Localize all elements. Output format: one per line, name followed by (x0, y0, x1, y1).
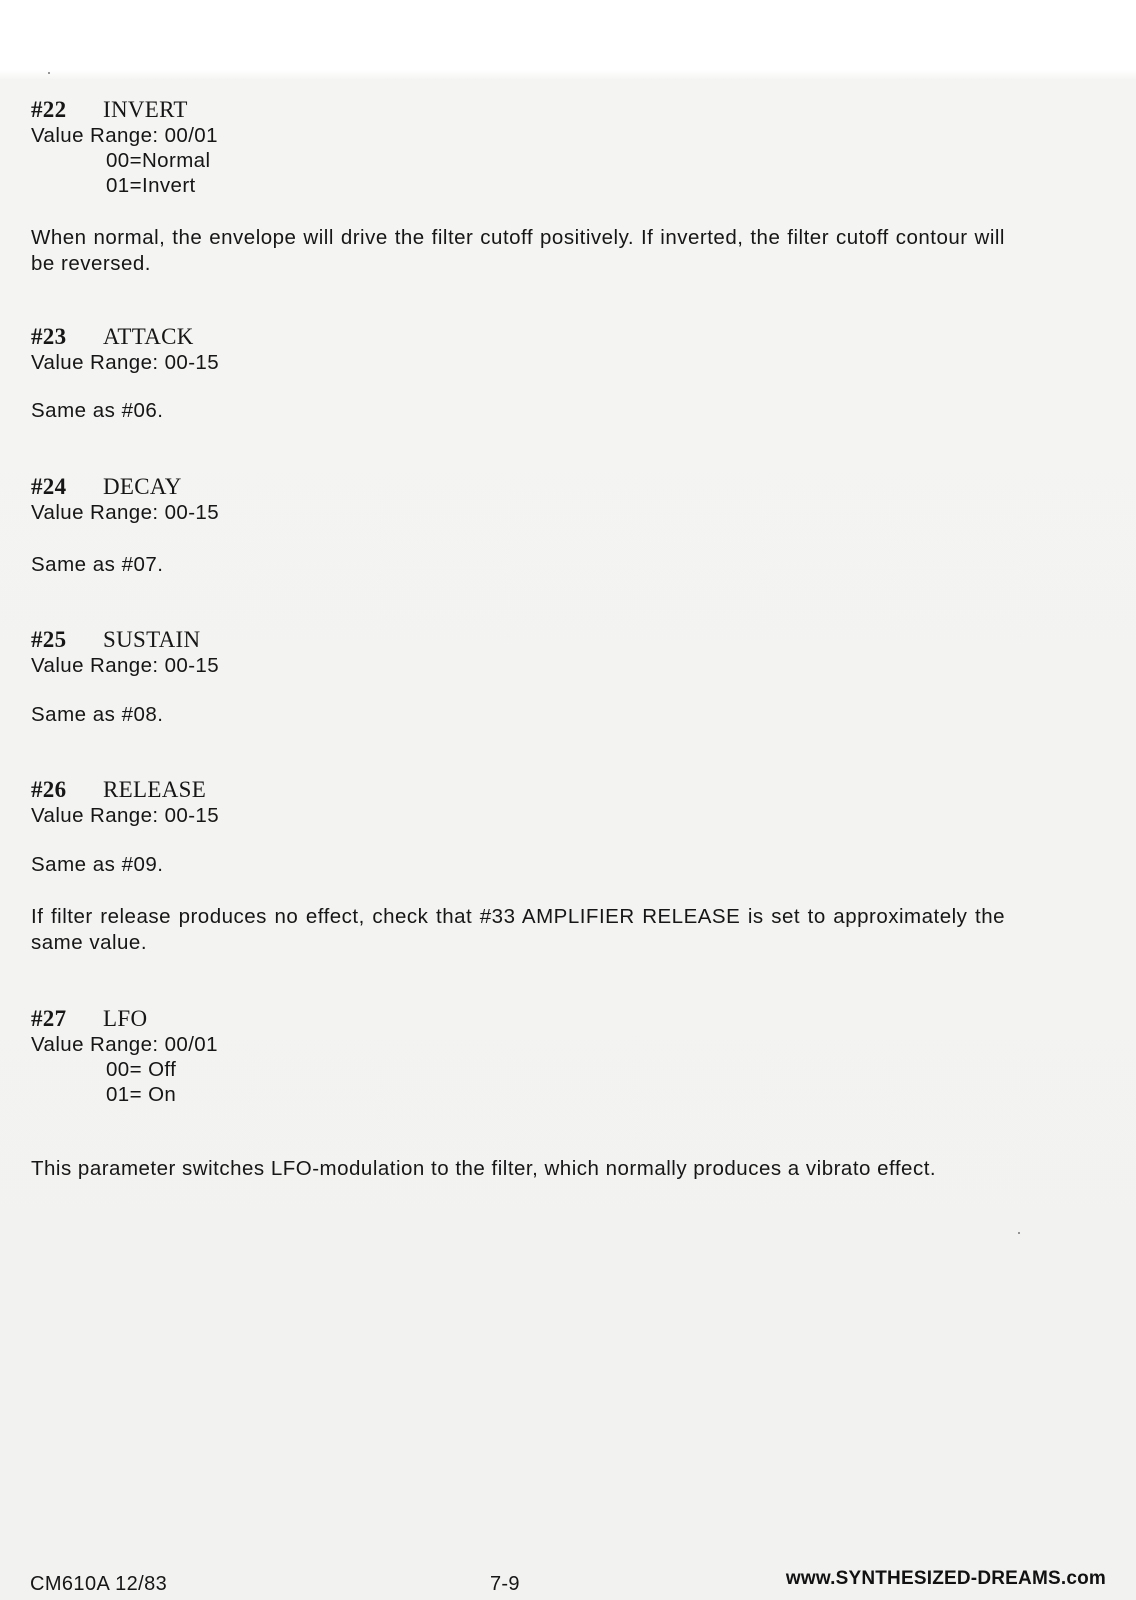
document-code: CM610A 12/83 (30, 1573, 168, 1595)
value-range: Value Range: 00-15 (31, 804, 220, 827)
value-range: Value Range: 00-15 (31, 351, 220, 374)
param-heading (31, 324, 219, 350)
param-number: #24 (31, 474, 67, 499)
option-on: 01= On (106, 1083, 177, 1106)
param-24-section (31, 474, 219, 525)
param-27-section (31, 1006, 218, 1107)
param-25-description: Same as #08. (31, 703, 164, 726)
param-heading (31, 777, 219, 803)
param-name: LFO (103, 1006, 148, 1031)
scan-speck (1018, 1232, 1020, 1234)
param-26-note: If filter release produces no effect, check that #33 AMPLIFIER RELEASE is set to approximately the same value. (31, 905, 1005, 954)
param-name: DECAY (103, 474, 182, 499)
param-22-description: When normal, the envelope will drive the filter cutoff positively. If inverted, the filter cutoff contour will be reversed. (31, 226, 1005, 275)
value-range: Value Range: 00-15 (31, 654, 220, 677)
value-range: Value Range: 00-15 (31, 501, 220, 524)
option-normal: 00=Normal (106, 149, 211, 172)
param-number: #26 (31, 777, 67, 802)
scan-speck (48, 72, 50, 74)
value-range: Value Range: 00/01 (31, 1033, 218, 1056)
param-heading (31, 1006, 218, 1032)
option-off: 00= Off (106, 1058, 177, 1081)
page-number: 7-9 (490, 1573, 520, 1595)
option-invert: 01=Invert (106, 174, 196, 197)
param-name: ATTACK (103, 324, 194, 349)
website-watermark: www.SYNTHESIZED-DREAMS.com (785, 1568, 1106, 1589)
param-25-section (31, 627, 219, 678)
param-heading (31, 627, 219, 653)
param-heading (31, 474, 219, 500)
param-heading (31, 97, 218, 123)
param-name: RELEASE (103, 777, 207, 802)
param-26-section (31, 777, 219, 828)
param-name: INVERT (103, 97, 188, 122)
param-number: #22 (31, 97, 67, 122)
param-22-section (31, 97, 218, 198)
param-27-description: This parameter switches LFO-modulation to the filter, which normally produces a vibrato effect. (31, 1157, 937, 1180)
param-name: SUSTAIN (103, 627, 201, 652)
param-number: #25 (31, 627, 67, 652)
param-number: #27 (31, 1006, 67, 1031)
value-range: Value Range: 00/01 (31, 124, 218, 147)
param-26-description: Same as #09. (31, 853, 164, 876)
param-23-description: Same as #06. (31, 399, 164, 422)
param-24-description: Same as #07. (31, 553, 164, 576)
param-number: #23 (31, 324, 67, 349)
param-23-section (31, 324, 219, 375)
